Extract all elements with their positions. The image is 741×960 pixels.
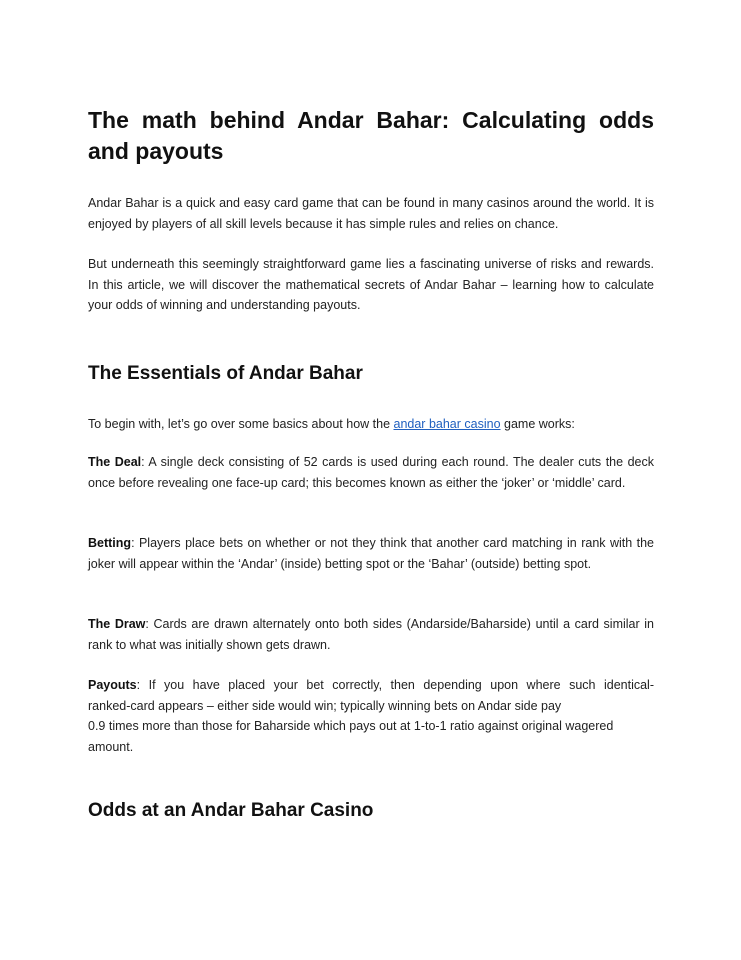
document-title: The math behind Andar Bahar: Calculating odds and payouts bbox=[88, 107, 654, 164]
item-the-draw bbox=[88, 614, 654, 655]
item-term: The Draw bbox=[88, 617, 146, 631]
lead-text-after: game works: bbox=[500, 417, 575, 431]
andar-bahar-casino-link[interactable]: andar bahar casino bbox=[393, 417, 501, 431]
section-heading-essentials: The Essentials of Andar Bahar bbox=[88, 363, 363, 384]
payouts-line-4: amount. bbox=[88, 739, 134, 754]
item-text: : A single deck consisting of 52 cards is used during each round. The dealer cuts the deck once before revealing one face-up card; this becomes known as either the ‘joker’ or ‘middle’ card. bbox=[88, 455, 654, 490]
item-text: : Players place bets on whether or not they think that another card matching in rank with the joker will appear within the ‘Andar’ (inside) betting spot or the ‘Bahar’ (outside) betting spot. bbox=[88, 536, 654, 571]
item-term: Betting bbox=[88, 536, 132, 550]
payouts-line-2: ranked-card appears – either side would win; typically winning bets on Andar side pay bbox=[88, 698, 562, 713]
item-term: Payouts bbox=[88, 678, 137, 692]
item-text: : Cards are drawn alternately onto both sides (Andarside/Baharside) until a card similar in rank to what was initially shown gets drawn. bbox=[88, 617, 654, 652]
item-text: : If you have placed your bet correctly, then depending upon where such identical- bbox=[136, 678, 654, 692]
section-heading-odds: Odds at an Andar Bahar Casino bbox=[88, 800, 374, 821]
payouts-line-3: 0.9 times more than those for Baharside which pays out at 1-to-1 ratio against original wagered bbox=[88, 719, 614, 733]
item-term: The Deal bbox=[88, 455, 142, 469]
item-payouts bbox=[88, 675, 654, 757]
intro-paragraph-1: Andar Bahar is a quick and easy card game that can be found in many casinos around the world. It is enjoyed by players of all skill levels because it has simple rules and relies on chance. bbox=[88, 196, 654, 231]
essentials-lead-paragraph bbox=[88, 414, 654, 435]
payouts-line-1 bbox=[88, 675, 654, 696]
intro-paragraph-2: But underneath this seemingly straightforward game lies a fascinating universe of risks and rewards. In this article, we will discover the mathematical secrets of Andar Bahar – learning how to calculate your odds of winning and understanding payouts. bbox=[88, 257, 654, 312]
lead-text-before: To begin with, let’s go over some basics about how the bbox=[88, 417, 394, 431]
item-the-deal bbox=[88, 452, 654, 493]
item-betting bbox=[88, 533, 654, 574]
